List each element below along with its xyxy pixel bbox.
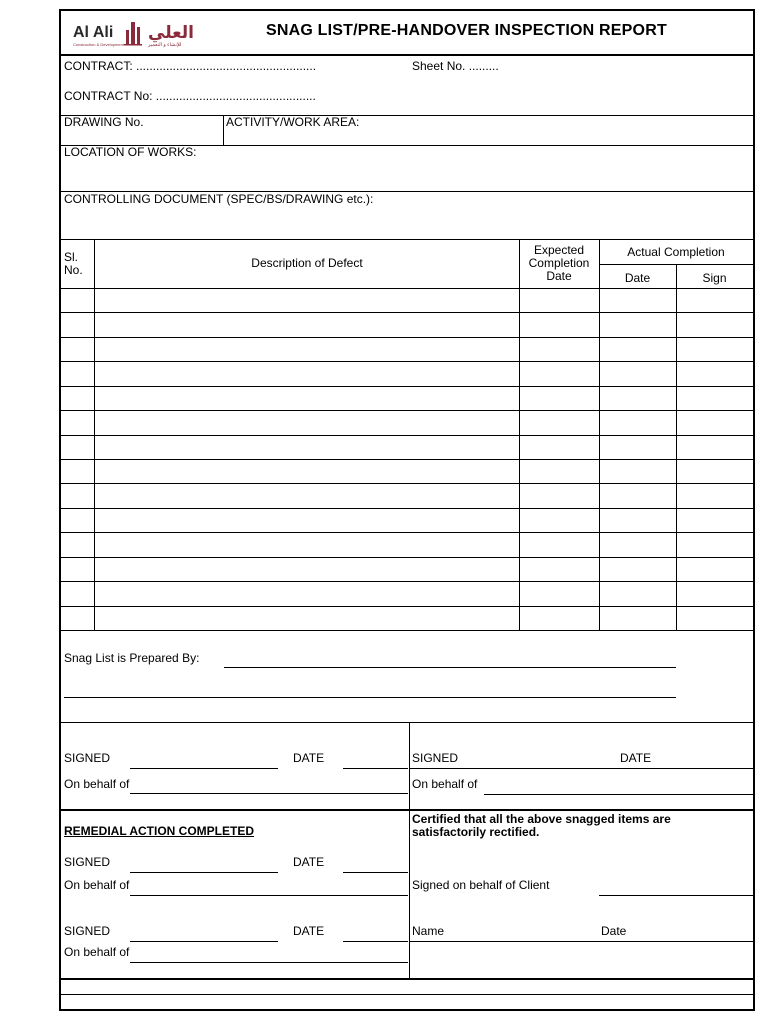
divider <box>223 115 224 145</box>
on-behalf-line[interactable] <box>130 793 408 794</box>
signed-label: SIGNED <box>64 924 111 938</box>
signed-line[interactable] <box>130 872 278 873</box>
sl-no-header-line1: Sl. <box>64 250 79 264</box>
table-row <box>61 606 753 607</box>
on-behalf-label: On behalf of <box>412 777 478 791</box>
table-row <box>61 361 753 362</box>
table-row <box>61 630 753 631</box>
divider <box>61 115 753 116</box>
date-label: DATE <box>293 924 325 938</box>
controlling-document-field: CONTROLLING DOCUMENT (SPEC/BS/DRAWING etc.): <box>64 192 374 206</box>
on-behalf-line[interactable] <box>484 794 753 795</box>
divider <box>61 239 753 240</box>
remedial-action-heading: REMEDIAL ACTION COMPLETED <box>64 824 255 838</box>
logo-subtitle-arabic: للإنشاء و التعمير <box>148 42 182 48</box>
divider <box>409 941 753 942</box>
table-row <box>61 386 753 387</box>
actual-completion-header: Actual Completion <box>627 245 725 259</box>
report-title: SNAG LIST/PRE-HANDOVER INSPECTION REPORT <box>266 22 667 39</box>
prepared-by-line[interactable] <box>64 697 676 698</box>
certification-text-line1: Certified that all the above snagged items are <box>412 812 671 826</box>
date-line[interactable] <box>343 872 408 873</box>
contract-field: CONTRACT: ...................................................... <box>64 59 317 73</box>
divider <box>409 768 753 769</box>
table-row <box>61 459 753 460</box>
expected-header-line2: Completion <box>528 256 590 270</box>
divider <box>61 994 753 995</box>
signed-line[interactable] <box>130 768 278 769</box>
date-line[interactable] <box>343 768 408 769</box>
table-row <box>61 410 753 411</box>
table-header-bottom-line <box>61 288 753 289</box>
on-behalf-label: On behalf of <box>64 945 130 959</box>
client-signature-label: Signed on behalf of Client <box>412 878 550 892</box>
signed-line[interactable] <box>130 941 278 942</box>
signed-label: SIGNED <box>64 855 111 869</box>
divider <box>61 809 753 811</box>
location-of-works-field: LOCATION OF WORKS: <box>64 145 197 159</box>
date-line[interactable] <box>343 941 408 942</box>
logo-subtitle-english: Construction & Development <box>73 42 124 47</box>
table-row <box>61 435 753 436</box>
contract-number-field: CONTRACT No: ................................................ <box>64 89 316 103</box>
on-behalf-label: On behalf of <box>64 777 130 791</box>
date-label: DATE <box>293 855 325 869</box>
form-frame <box>59 9 755 1011</box>
logo-text-arabic: العلي <box>148 23 194 43</box>
on-behalf-line[interactable] <box>130 962 408 963</box>
drawing-number-field: DRAWING No. <box>64 115 144 129</box>
table-row <box>61 532 753 533</box>
signed-label: SIGNED <box>412 751 459 765</box>
divider <box>61 978 753 980</box>
description-header: Description of Defect <box>251 256 363 270</box>
expected-header-line3: Date <box>546 269 572 283</box>
table-row <box>61 483 753 484</box>
table-row <box>61 557 753 558</box>
date-label: Date <box>601 924 627 938</box>
sheet-number-field: Sheet No. ......... <box>412 59 499 73</box>
on-behalf-line[interactable] <box>130 895 408 896</box>
signed-label: SIGNED <box>64 751 111 765</box>
actual-sign-header: Sign <box>702 271 727 285</box>
table-row <box>61 508 753 509</box>
divider <box>409 722 410 978</box>
certification-text-line2: satisfactorily rectified. <box>412 825 540 839</box>
actual-date-header: Date <box>624 271 651 285</box>
activity-work-area-field: ACTIVITY/WORK AREA: <box>226 115 360 129</box>
header-divider <box>61 54 753 56</box>
divider <box>61 722 753 723</box>
table-row <box>61 337 753 338</box>
name-label: Name <box>412 924 445 938</box>
on-behalf-label: On behalf of <box>64 878 130 892</box>
prepared-by-line[interactable] <box>224 667 676 668</box>
table-row <box>61 581 753 582</box>
logo-text-english: Al Ali <box>73 24 114 41</box>
sl-no-header-line2: No. <box>64 263 83 277</box>
expected-header-line1: Expected <box>533 243 585 257</box>
client-signature-line[interactable] <box>599 895 753 896</box>
table-row <box>61 312 753 313</box>
prepared-by-label: Snag List is Prepared By: <box>64 651 200 665</box>
date-label: DATE <box>293 751 325 765</box>
date-label: DATE <box>620 751 652 765</box>
divider <box>676 264 677 630</box>
